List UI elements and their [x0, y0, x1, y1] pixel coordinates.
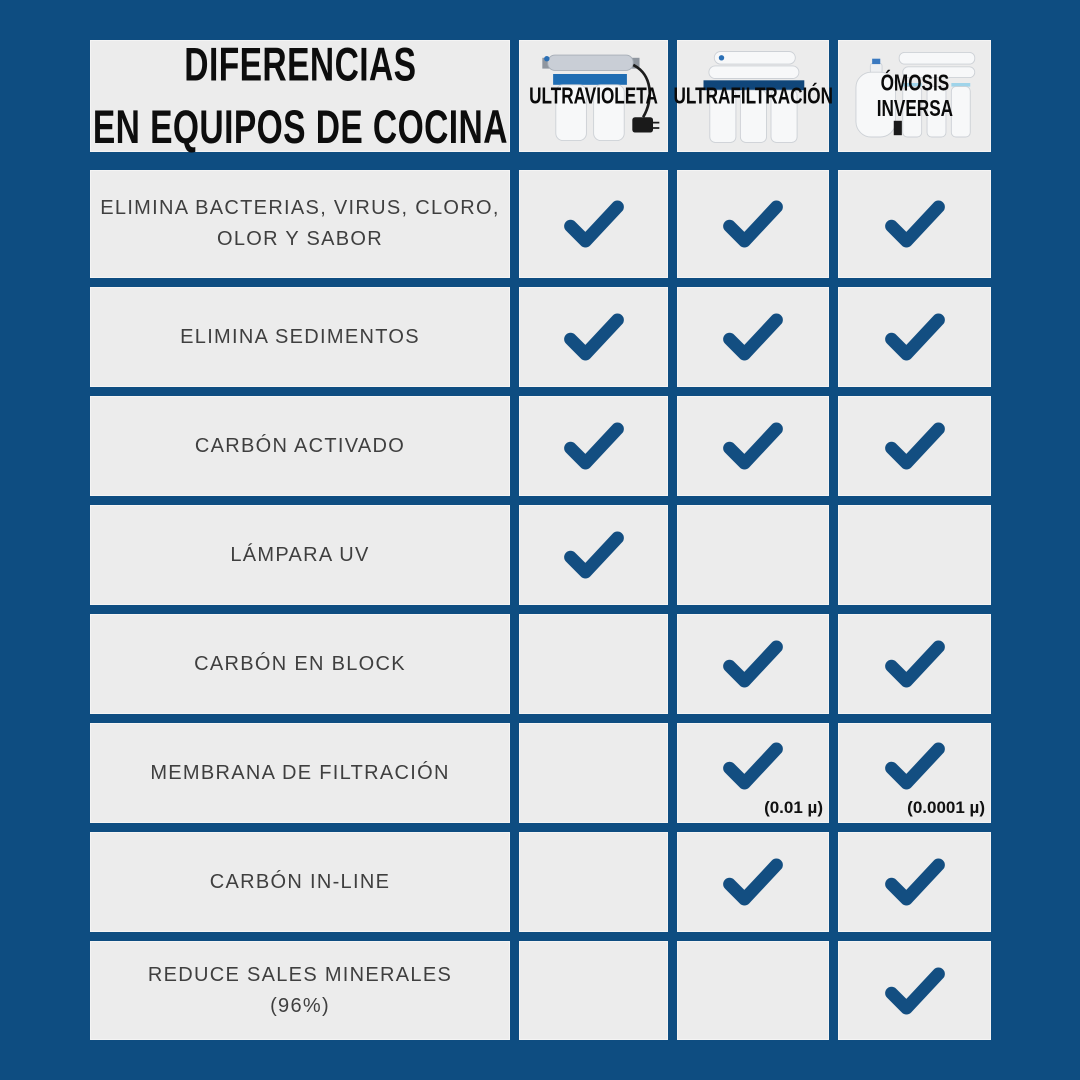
check-cell: [838, 287, 991, 387]
column-header-label-line: INVERSA: [876, 94, 953, 122]
checkmark-icon: [721, 739, 785, 793]
page-title: [93, 33, 508, 158]
check-cell: [519, 170, 668, 278]
feature-label: OLOR Y SABOR: [216, 228, 384, 250]
feature-label: ELIMINA BACTERIAS, VIRUS, CLORO,: [100, 197, 500, 219]
check-cell: [519, 287, 668, 387]
check-cell: [838, 614, 991, 714]
feature-label: (96%): [270, 994, 330, 1017]
column-header-ultrafiltracion: [673, 40, 833, 152]
check-cell: [838, 396, 991, 496]
check-cell: [838, 170, 991, 278]
feature-cell-lampara-uv: [90, 505, 510, 605]
micron-rating-note: (0.01 µ): [764, 798, 823, 817]
check-cell: [677, 614, 829, 714]
feature-label: LÁMPARA UV: [230, 543, 370, 566]
feature-cell-elimina-sedimentos: [90, 287, 510, 387]
page-title-line1: DIFERENCIAS: [183, 37, 417, 91]
check-cell: [519, 396, 668, 496]
column-header-label-line: ÓMOSIS: [880, 69, 949, 96]
feature-label: ELIMINA SEDIMENTOS: [180, 325, 420, 348]
checkmark-icon: [883, 310, 947, 364]
feature-label: REDUCE SALES MINERALES: [147, 963, 453, 986]
feature-cell-carbon-en-block: [90, 614, 510, 714]
column-header-label: [876, 70, 952, 121]
checkmark-icon: [562, 310, 626, 364]
check-cell: [838, 505, 991, 605]
checkmark-icon: [721, 310, 785, 364]
feature-cell-reduce-sales-minerales-96: [90, 941, 510, 1040]
check-cell: [838, 941, 991, 1040]
checkmark-icon: [883, 637, 947, 691]
checkmark-icon: [721, 197, 785, 251]
checkmark-icon: [721, 855, 785, 909]
feature-label: CARBÓN IN-LINE: [209, 870, 391, 893]
feature-label: MEMBRANA DE FILTRACIÓN: [150, 761, 450, 784]
title-cell: [90, 37, 510, 154]
check-cell: [519, 941, 668, 1040]
check-cell: [519, 614, 668, 714]
micron-rating-note: (0.0001 µ): [907, 798, 985, 817]
check-cell: [519, 723, 668, 823]
column-header-label-line: ULTRAFILTRACIÓN: [673, 82, 833, 109]
page-title-line2: EN EQUIPOS DE COCINA: [92, 100, 508, 154]
check-cell: [519, 832, 668, 932]
check-cell: [677, 287, 829, 387]
column-header-label: [673, 83, 832, 109]
checkmark-icon: [562, 528, 626, 582]
check-cell: [838, 832, 991, 932]
checkmark-icon: [562, 419, 626, 473]
comparison-table: [90, 37, 991, 1040]
checkmark-icon: [883, 419, 947, 473]
check-cell: [677, 832, 829, 932]
checkmark-icon: [721, 637, 785, 691]
check-cell: [519, 505, 668, 605]
column-header-ultravioleta: [519, 40, 668, 152]
check-cell: [838, 723, 991, 823]
feature-cell-carbon-in-line: [90, 832, 510, 932]
check-cell: [677, 170, 829, 278]
feature-cell-membrana-de-filtracion: [90, 723, 510, 823]
checkmark-icon: [883, 855, 947, 909]
checkmark-icon: [883, 964, 947, 1018]
column-header-omosis-inversa: [838, 40, 991, 152]
checkmark-icon: [883, 739, 947, 793]
column-header-label-line: ULTRAVIOLETA: [529, 82, 658, 109]
check-cell: [677, 723, 829, 823]
checkmark-icon: [721, 419, 785, 473]
check-cell: [677, 505, 829, 605]
feature-cell-elimina-bacterias-virus-cloro-olor-y-sabor: [90, 170, 510, 278]
check-cell: [677, 396, 829, 496]
checkmark-icon: [883, 197, 947, 251]
checkmark-icon: [562, 197, 626, 251]
feature-label: CARBÓN EN BLOCK: [194, 652, 406, 675]
feature-label: CARBÓN ACTIVADO: [194, 434, 406, 457]
column-header-label: [529, 83, 658, 109]
check-cell: [677, 941, 829, 1040]
feature-cell-carbon-activado: [90, 396, 510, 496]
